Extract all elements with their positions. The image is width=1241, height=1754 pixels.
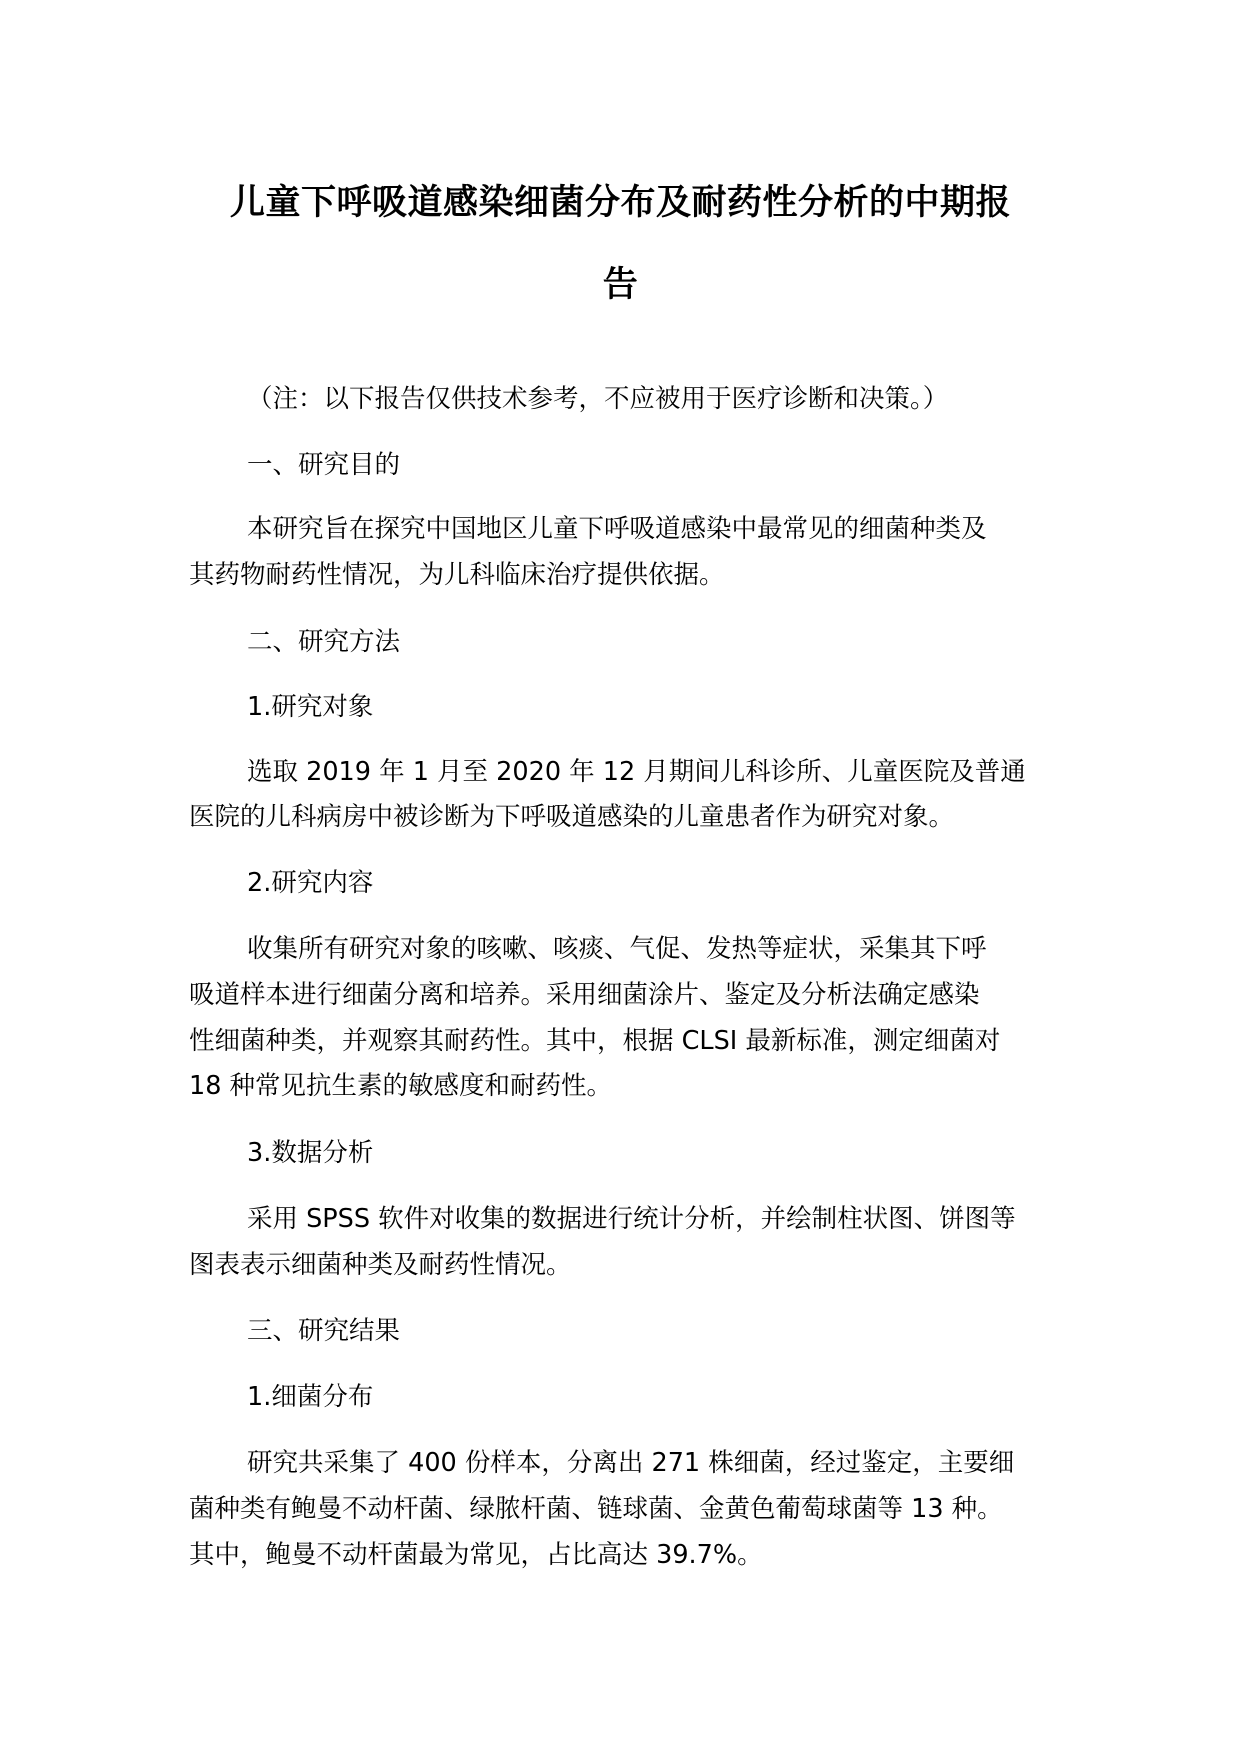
subheading-data-analysis: 3.数据分析 bbox=[247, 1138, 374, 1168]
paragraph-line: 收集所有研究对象的咳嗽、咳痰、气促、发热等症状，采集其下呼 bbox=[247, 934, 987, 964]
paragraph-line: 采用 SPSS 软件对收集的数据进行统计分析，并绘制柱状图、饼图等 bbox=[247, 1204, 1016, 1234]
document-title-line-2: 告 bbox=[602, 265, 639, 305]
paragraph-line: 选取 2019 年 1 月至 2020 年 12 月期间儿科诊所、儿童医院及普通 bbox=[247, 757, 1026, 787]
subheading-bacteria-distribution: 1.细菌分布 bbox=[247, 1382, 374, 1412]
subheading-subjects: 1.研究对象 bbox=[247, 692, 374, 722]
paragraph-line: 医院的儿科病房中被诊断为下呼吸道感染的儿童患者作为研究对象。 bbox=[189, 802, 955, 832]
section-heading-objective: 一、研究目的 bbox=[247, 450, 401, 480]
paragraph-line: 其药物耐药性情况，为儿科临床治疗提供依据。 bbox=[189, 560, 725, 590]
subheading-content: 2.研究内容 bbox=[247, 868, 374, 898]
paragraph-line: 本研究旨在探究中国地区儿童下呼吸道感染中最常见的细菌种类及 bbox=[247, 514, 987, 544]
paragraph-line: 研究共采集了 400 份样本，分离出 271 株细菌，经过鉴定，主要细 bbox=[247, 1448, 1015, 1478]
paragraph-line: 其中，鲍曼不动杆菌最为常见，占比高达 39.7%。 bbox=[189, 1540, 763, 1570]
paragraph-line: 菌种类有鲍曼不动杆菌、绿脓杆菌、链球菌、金黄色葡萄球菌等 13 种。 bbox=[189, 1494, 1003, 1524]
paragraph-line: 图表表示细菌种类及耐药性情况。 bbox=[189, 1250, 572, 1280]
section-heading-results: 三、研究结果 bbox=[247, 1316, 401, 1346]
document-title-line-1: 儿童下呼吸道感染细菌分布及耐药性分析的中期报 bbox=[229, 183, 1011, 223]
section-heading-methods: 二、研究方法 bbox=[247, 627, 401, 657]
paragraph-line: 吸道样本进行细菌分离和培养。采用细菌涂片、鉴定及分析法确定感染 bbox=[189, 980, 980, 1010]
paragraph-line: 性细菌种类，并观察其耐药性。其中，根据 CLSI 最新标准，测定细菌对 bbox=[189, 1026, 1001, 1056]
disclaimer-note: （注：以下报告仅供技术参考，不应被用于医疗诊断和决策。） bbox=[247, 384, 949, 414]
paragraph-line: 18 种常见抗生素的敏感度和耐药性。 bbox=[189, 1071, 613, 1101]
